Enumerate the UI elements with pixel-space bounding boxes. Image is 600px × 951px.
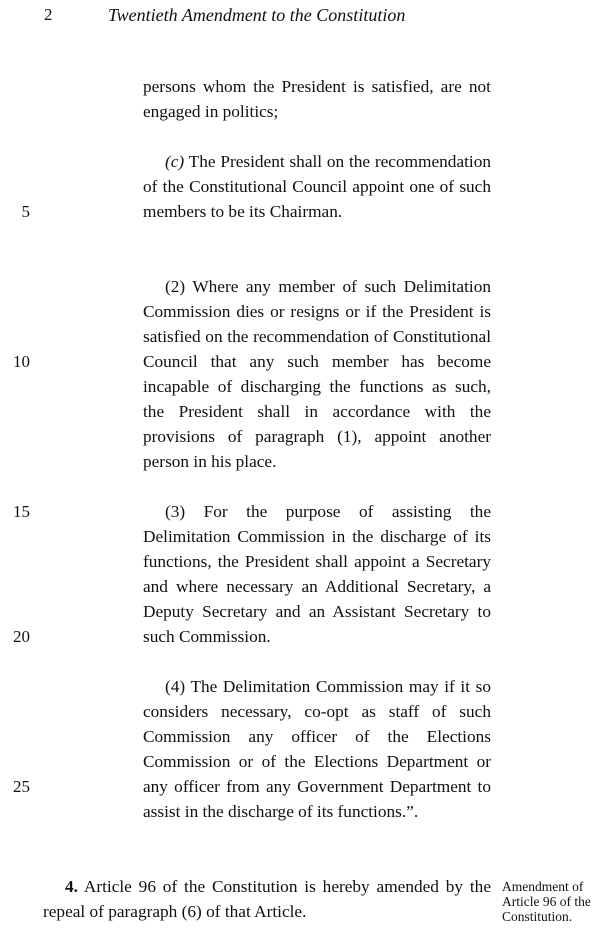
paragraph-c-label: (c) <box>165 152 185 171</box>
paragraph-c <box>143 149 491 224</box>
section-4-text: Article 96 of the Constitution is hereby amended by the repeal of paragraph (6) of that Article. <box>43 877 491 921</box>
line-number-5: 5 <box>21 202 30 221</box>
paragraph-3: (3) For the purpose of assisting the Delimitation Commission in the discharge of its functions, the President shall appoint a Secretary and where necessary an Additional Secretary, a Deputy Secretary and an Assistant Secretary to such Commission. <box>143 502 491 646</box>
line-number-25: 25 <box>13 777 30 796</box>
line-number-20: 20 <box>13 627 30 646</box>
marginal-note: Amendment of Article 96 of the Constitution. <box>502 879 591 924</box>
paragraph-2: (2) Where any member of such Delimitation Commission dies or resigns or if the President is satisfied on the recommendation of Constitutional Council that any such member has become incapable of discharging the functions as such, the President shall in accordance with the provisions of paragraph (1), appoint another person in his place. <box>143 277 491 471</box>
paragraph-c-text: The President shall on the recommendation of the Constitutional Council appoint one of such members to be its Chairman. <box>143 152 491 221</box>
paragraph-continuation: persons whom the President is satisfied, are not engaged in politics; <box>143 77 491 121</box>
line-number-15: 15 <box>13 502 30 521</box>
line-number-10: 10 <box>13 352 30 371</box>
paragraph-4: (4) The Delimitation Commission may if it so considers necessary, co-opt as staff of such Commission any officer of the Elections Commission or of the Elections Department or any officer from any Government Department to assist in the discharge of its functions.”. <box>143 677 491 821</box>
section-4 <box>43 874 491 924</box>
page-number: 2 <box>44 5 53 24</box>
section-4-number: 4. <box>65 877 78 896</box>
running-title: Twentieth Amendment to the Constitution <box>108 5 406 25</box>
